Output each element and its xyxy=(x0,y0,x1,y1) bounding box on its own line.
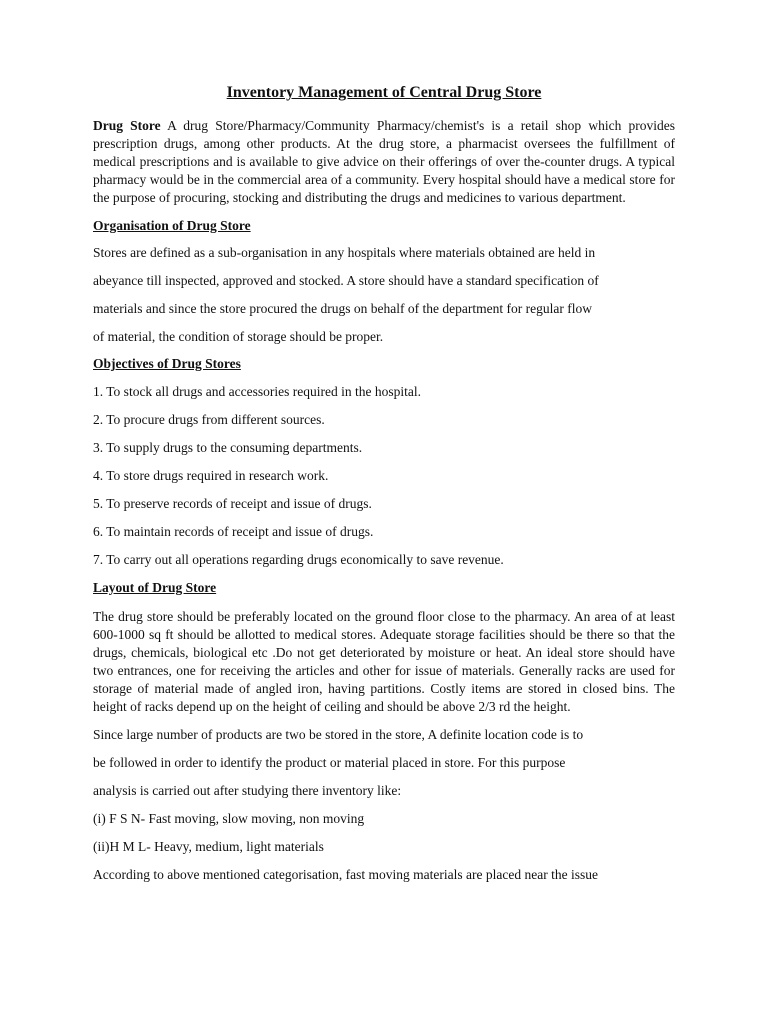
location-paragraph xyxy=(93,721,675,805)
list-item: 2. To procure drugs from different sources. xyxy=(93,412,325,427)
list-item: (i) F S N- Fast moving, slow moving, non moving xyxy=(93,811,365,826)
list-item: (ii)H M L- Heavy, medium, light materials xyxy=(93,839,324,854)
location-line: be followed in order to identify the product or material placed in store. For this purpose xyxy=(93,755,566,770)
location-line: analysis is carried out after studying there inventory like: xyxy=(93,783,402,798)
list-item: 3. To supply drugs to the consuming departments. xyxy=(93,440,363,455)
document-page xyxy=(93,82,675,889)
organisation-line: Stores are defined as a sub-organisation in any hospitals where materials obtained are held in xyxy=(93,245,596,260)
intro-text: A drug Store/Pharmacy/Community Pharmacy/chemist's is a retail shop which provides prescription drugs, among other products. At the drug store, a pharmacist oversees the fulfillment of medical prescriptions and is available to give advice on their offerings of over the-counter drugs. A typical pharmacy would be in the commercial area of a community. Every hospital should have a medical store for the purpose of procuring, stocking and distributing the drugs and medicines to various department. xyxy=(93,118,675,205)
list-item: 4. To store drugs required in research work. xyxy=(93,468,329,483)
organisation-line: of material, the condition of storage should be proper. xyxy=(93,329,384,344)
closing-line: According to above mentioned categorisation, fast moving materials are placed near the issue xyxy=(93,867,598,882)
organisation-paragraph xyxy=(93,239,675,351)
list-item: 1. To stock all drugs and accessories required in the hospital. xyxy=(93,384,421,399)
organisation-line: materials and since the store procured the drugs on behalf of the department for regular flow xyxy=(93,301,592,316)
intro-paragraph xyxy=(93,117,675,207)
location-line: Since large number of products are two be stored in the store, A definite location code is to xyxy=(93,727,584,742)
organisation-heading: Organisation of Drug Store xyxy=(93,218,251,233)
organisation-line: abeyance till inspected, approved and stocked. A store should have a standard specification of xyxy=(93,273,599,288)
analysis-list xyxy=(93,805,675,889)
page-title: Inventory Management of Central Drug Store xyxy=(226,84,542,101)
list-item: 6. To maintain records of receipt and issue of drugs. xyxy=(93,524,374,539)
list-item: 7. To carry out all operations regarding drugs economically to save revenue. xyxy=(93,552,504,567)
list-item: 5. To preserve records of receipt and issue of drugs. xyxy=(93,496,372,511)
layout-heading: Layout of Drug Store xyxy=(93,580,217,595)
layout-paragraph: The drug store should be preferably located on the ground floor close to the pharmacy. An area of at least 600-1000 sq ft should be allotted to medical stores. Adequate storage facilities should be there so that the drugs, chemicals, biological etc .Do not get deteriorated by moisture or heat. An ideal store should have two entrances, one for receiving the articles and other for issue of materials. Generally racks are used for storage of material made of angled iron, having partitions. Costly items are stored in closed bins. The height of racks depend up on the height of ceiling and should be above 2/3 rd the height. xyxy=(93,609,675,714)
objectives-list xyxy=(93,383,675,569)
objectives-heading: Objectives of Drug Stores xyxy=(93,356,241,371)
intro-lead: Drug Store xyxy=(93,118,161,133)
